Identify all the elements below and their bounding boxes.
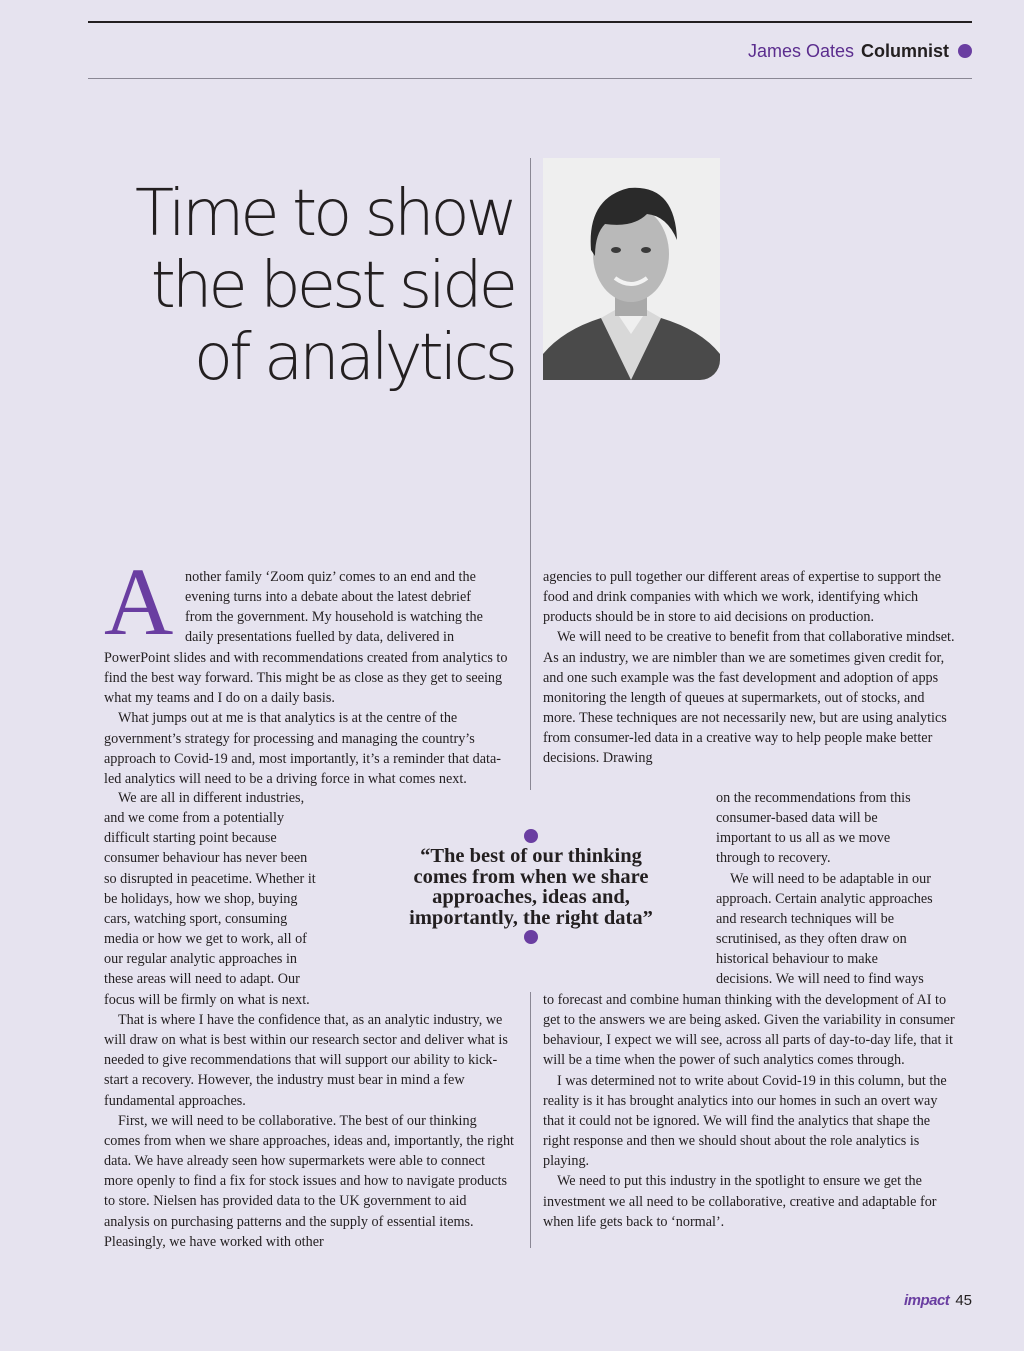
narrow-line: consumer-based data will be — [716, 810, 878, 827]
headline-line: of analytics — [193, 321, 514, 395]
headline-line: the best side — [150, 249, 514, 323]
narrow-line: important to us all as we move — [716, 830, 891, 847]
column-divider-top — [530, 158, 531, 790]
left-column-narrow — [104, 788, 364, 1010]
magazine-logo: impact — [903, 1292, 950, 1309]
quote-dot-top — [524, 829, 538, 843]
narrow-line: focus will be firmly on what is next. — [104, 991, 310, 1008]
intro-line: daily presentations fuelled by data, delivered in — [185, 629, 455, 646]
paragraph: First, we will need to be collaborative. The best of our thinking comes from when we share approaches, ideas and, importantly, the right data. We have already seen how supermarkets were able to connect more openly to find a fix for stock issues and how to navigate products to store. Nielsen has provided data to the UK government to aid analysis on purchasing patterns and the supply of essential items. Pleasingly, we have worked with other — [104, 1112, 514, 1250]
quote-dot-bottom — [524, 930, 538, 944]
paragraph: I was determined not to write about Covid-19 in this column, but the reality is it has brought analytics into our homes in such an overt way that it could not be ignored. We will find the analytics that shape the right response and then we should shout about the role analytics is playing. — [543, 1072, 947, 1170]
column-divider-bottom — [530, 992, 531, 1248]
paragraph: to forecast and combine human thinking with the development of AI to get to the answers we are being asked. Given the variability in consumer behaviour, I expect we will see, across all parts of day-to-day life, that it will be a time when the power of such analytics comes through. — [543, 992, 955, 1069]
pull-quote-line: comes from when we share — [413, 865, 649, 888]
author-name: James Oates — [747, 40, 854, 61]
pull-quote — [400, 846, 662, 928]
page-number: 45 — [955, 1292, 972, 1309]
right-column-narrow — [716, 788, 966, 990]
left-column-upper — [104, 648, 515, 789]
paragraph: What jumps out at me is that analytics is at the centre of the government’s strategy for processing and managing the country’s approach to Covid-19 and, most importantly, it’s a reminder that data-led analytics will need to be a driving force in what comes next. — [104, 710, 502, 787]
narrow-line: media or how we get to work, all of — [104, 931, 307, 948]
top-rule — [88, 21, 972, 23]
narrow-line: our regular analytic approaches in — [104, 951, 298, 968]
narrow-line: consumer behaviour has never been — [104, 850, 308, 867]
paragraph: That is where I have the confidence that, as an analytic industry, we will draw on what is best within our research sector and deliver what is needed to give recommendations that will support our ability to kick-start a recovery. However, the industry must bear in mind a few fundamental approaches. — [104, 1012, 508, 1109]
paragraph: We need to put this industry in the spotlight to ensure we get the investment we all need to be collaborative, creative and adaptable for when life gets back to ‘normal’. — [543, 1173, 937, 1230]
header-rule — [88, 78, 972, 79]
pull-quote-line: approaches, ideas and, — [432, 886, 630, 908]
paragraph: We will need to be creative to benefit from that collaborative mindset. As an industry, we are nimbler than we are sometimes given credit for, and one such example was the fast development and adoption of apps monitoring the length of queues at supermarkets, out of stocks, and more. These techniques are not necessarily new, but are using analytics from consumer-led data in a creative way to help people make better decisions. Drawing — [543, 629, 955, 767]
narrow-line: be holidays, how we shop, buying — [104, 890, 298, 907]
portrait-illustration — [543, 158, 720, 380]
narrow-line: We will need to be adaptable in our — [730, 870, 931, 887]
drop-cap: A — [104, 548, 174, 655]
narrow-line: and we come from a potentially — [104, 810, 285, 827]
narrow-line: difficult starting point because — [104, 830, 277, 847]
headline-line: Time to show — [135, 177, 514, 251]
narrow-line: scrutinised, as they often draw on — [716, 931, 907, 948]
page-footer — [904, 1292, 972, 1309]
narrow-line: historical behaviour to make — [716, 951, 878, 968]
author-role: Columnist — [861, 40, 949, 61]
intro-wrapped-lines — [185, 567, 515, 648]
narrow-line: through to recovery. — [716, 850, 831, 867]
intro-line: from the government. My household is watching the — [185, 609, 483, 626]
right-column-upper — [543, 567, 957, 769]
narrow-line: approach. Certain analytic approaches — [716, 890, 933, 907]
intro-line: nother family ‘Zoom quiz’ comes to an end and the — [185, 569, 476, 585]
narrow-line: We are all in different industries, — [118, 790, 305, 806]
narrow-line: and research techniques will be — [716, 910, 895, 927]
paragraph: agencies to pull together our different areas of expertise to support the food and drink companies with which we work, identifying which products should be in store to aid decisions on production. — [543, 569, 942, 626]
column-header — [748, 38, 972, 64]
right-column-lower — [543, 990, 957, 1232]
narrow-line: decisions. We will need to find ways — [716, 971, 924, 988]
paragraph-intro-rest: PowerPoint slides and with recommendations created from analytics to find the best way forward. This might be as close as they get to seeing what my teams and I do on a daily basis. — [104, 650, 508, 707]
narrow-line: cars, watching sport, consuming — [104, 910, 288, 927]
pull-quote-line: importantly, the right data” — [409, 906, 653, 929]
author-portrait — [543, 158, 720, 380]
intro-line: evening turns into a debate about the latest debrief — [185, 589, 472, 606]
narrow-line: so disrupted in peacetime. Whether it — [104, 870, 316, 887]
left-column-lower — [104, 1010, 515, 1252]
headline — [74, 178, 514, 394]
narrow-line: on the recommendations from this — [716, 790, 911, 806]
pull-quote-line: “The best of our thinking — [420, 845, 642, 867]
accent-dot — [958, 44, 972, 58]
narrow-line: these areas will need to adapt. Our — [104, 971, 300, 988]
